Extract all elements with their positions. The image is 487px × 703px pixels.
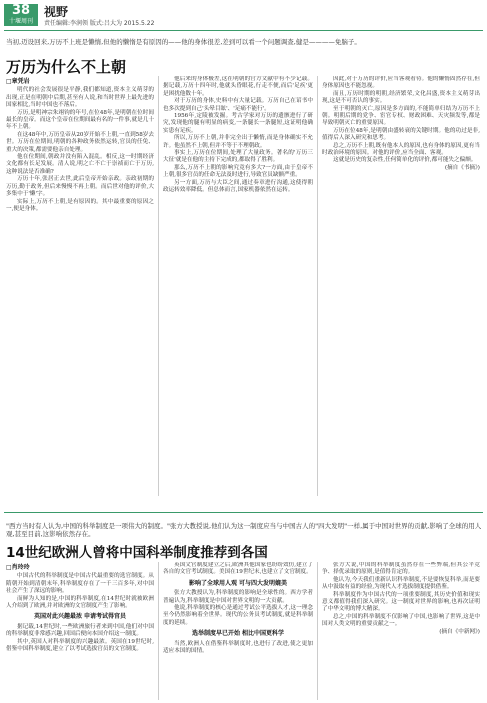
page-header xyxy=(0,0,487,30)
paragraph: 对于万历的身体,史料中有大量记载。万历自己在诏书中也多次提到自己'头晕目眩'、'足痛不能行'。 xyxy=(163,98,313,112)
subheading: 英国对此兴趣最浓 申请考试得官员 xyxy=(33,613,127,621)
paragraph: 总之,万历不上朝,既有他本人的原因,也有身体的原因,更有当时政治环境的原因。对他的评价,应当全面、客观。 xyxy=(322,142,480,157)
column-divider xyxy=(317,76,318,496)
header-rule xyxy=(4,30,483,31)
paragraph: 万历在位48年,是明朝由盛转衰的关键时期。他的功过是非,值得后人深入研究和思考。 xyxy=(322,127,480,142)
column-divider xyxy=(158,562,159,700)
page-number-badge xyxy=(4,4,38,26)
column-divider xyxy=(158,76,159,496)
paragraph: 至于明朝的灭亡,原因是多方面的,不能简单归结为万历不上朝。明朝后期的党争、宦官专权、财政困难、天灾频发等,都是导致明朝灭亡的重要原因。 xyxy=(322,105,480,127)
source-credit: (摘自《书摘》) xyxy=(444,164,480,171)
subheading: 选举制度早已开始 相比中国更科学 xyxy=(191,630,285,638)
byline: □肖玲玲 xyxy=(6,564,30,571)
paragraph: 他后来的身体极差,这在明朝的官方文献中有不少记载。据记载,万历十四年时,他就头昏眼花,行走不便,而后'足疾'更是困扰他数十年。 xyxy=(163,76,313,97)
paragraph: 张方大说,中国的科举制度虽然存在一些弊端,但其公平竞争、择优录取的原则,是值得肯定的。 xyxy=(322,562,480,576)
paragraph: 他认为,今天我们重新认识科举制度,不是要恢复科举,而是要从中汲取有益的经验,为现代人才选拔制度提供借鉴。 xyxy=(322,576,480,591)
source-credit: (摘自《中新网》) xyxy=(439,628,480,635)
paragraph: 总之,中国的科举制度不仅影响了中国,也影响了世界,这是中国对人类文明的重要贡献之一。 xyxy=(322,613,480,628)
column-divider xyxy=(317,562,318,700)
paragraph: 他在位期间,朝政并没有陷入混乱。相反,这一时期经济文化都有长足发展。清人说,明之亡不亡于崇祯而亡于万历,这种说法是否准确? xyxy=(6,154,154,175)
section-title: 视野 xyxy=(44,5,69,19)
article1-column-3 xyxy=(322,76,480,496)
paragraph: 因此,对于万历的评价,应当客观看待。他的懒惰固然存在,但身体原因也不能忽视。 xyxy=(322,76,480,90)
subheading: 影响了全球用人观 可与四大发明媲美 xyxy=(188,579,288,587)
paragraph: 另一方面,万历与大臣之间,通过奏章进行沟通,这使得朝政运转效率降低。但总体而言,国家机器依然在运转。 xyxy=(163,179,313,194)
brand-name: 十堰周刊 xyxy=(8,18,33,25)
editor-credits: 责任编辑:李润领 版式:吕大为 2015.5.22 xyxy=(44,20,155,27)
article2-lead: "西方当时有人认为,中国的科举制度是一项伟大的制度。"张方大教授说,他们认为这一制度应当与中国古人的"四大发明"一样,属于中国对世界的贡献,影响了全球的用人观,甚至目前,这影响依然存在。 xyxy=(6,522,482,538)
paragraph: 英国文官制度建立之后,欧洲其他国家也纷纷效仿,建立了各自的文官考试制度。美国在19世纪末,也建立了文官制度。 xyxy=(163,562,313,576)
paragraph: 明代的社会发展很是平静,我们都知道,资本主义萌芽的出现,正是在明朝中后期,甚至有人说,和当时世界上最先进的国家相比,当时中国也不落后。 xyxy=(6,87,154,109)
paragraph: 万历十年,张居正去世,此后皇帝开始亲政。亲政初期的万历,勤于政务,但后来慢慢不再上朝。而后世对他的评价,大多集中于'懒'字。 xyxy=(6,176,154,198)
paragraph: 所以,万历不上朝,并非完全出于懒惰,而是身体确实不允许。他虽然不上朝,但并不等于不理朝政。 xyxy=(163,135,313,149)
paragraph: 事实上,万历在位期间,处理了大量政务。著名的'万历三大征'就是在他的主持下完成的,都取得了胜利。 xyxy=(163,150,313,164)
paragraph: 科举制度作为中国古代的一项重要制度,其历史价值和现实意义都值得我们深入研究。这一制度对世界的影响,也再次证明了中华文明的博大精深。 xyxy=(322,591,480,613)
article2-column-1 xyxy=(6,562,154,700)
page-number: 38 xyxy=(11,3,31,18)
article2-column-3 xyxy=(322,562,480,700)
paragraph: 当然,欧洲人在借鉴科举制度时,也进行了改进,使之更加适应本国的国情。 xyxy=(163,640,313,655)
paragraph: 那么,万历不上朝的影响究竟有多大?一方面,由于皇帝不上朝,很多官员的任命无法及时进行,导致官员缺额严重。 xyxy=(163,164,313,179)
paragraph: 而鲜为人知的是,中国的科举制度,在14世纪时就被欧洲人介绍到了欧洲,并对欧洲的文官制度产生了影响。 xyxy=(6,595,154,610)
article1-lead: 当初,迈设回来,万历不上班是懒惰,但他的懒惰是有原因的——他的身体很差,差到可以看一个问题调查,健是————免脑子。 xyxy=(6,38,361,46)
paragraph: 他说,科举制度的核心是通过考试公平选拔人才,这一理念至今仍然影响着全世界。现代的公务员考试制度,就是科举制度的延续。 xyxy=(163,605,313,626)
paragraph: 中国古代的科举制度是中国古代最重要的选官制度。从隋朝开始到清朝末年,科举制度存在了一千三百多年,对中国社会产生了深远的影响。 xyxy=(6,573,154,595)
paragraph: 张方大教授认为,科举制度的影响是全球性的。西方学者普遍认为,科举制度是中国对世界文明的一大贡献。 xyxy=(163,590,313,604)
paragraph: 而且,万历时期的明朝,经济繁荣,文化昌盛,资本主义萌芽出现,这是不可否认的事实。 xyxy=(322,90,480,105)
paragraph: 其中,英国人对科举制度的兴趣最浓。英国在19世纪时,借鉴中国科举制度,建立了以考试选拔官员的文官制度。 xyxy=(6,638,154,653)
paragraph: 在这48年中,万历皇帝从20岁开始不上朝,一直到58岁去世。万历在位期间,明朝的各种政务依然运转,官员的任免、重大的决策,都需要他亲自处理。 xyxy=(6,131,154,153)
article1-column-2 xyxy=(163,76,313,496)
article1-title: 万历为什么不上朝 xyxy=(6,58,127,76)
paragraph: 万历,是明神宗朱翊钧的年号,在位48年,是明朝在位时间最长的皇帝。而这个皇帝在位期间最有名的一件事,就是几十年不上朝。 xyxy=(6,109,154,131)
article2-title: 14世纪欧洲人曾将中国科举制度推荐到各国 xyxy=(6,545,268,561)
byline: □章凭岩 xyxy=(6,78,30,85)
paragraph: 据记载,14世纪时,一些欧洲旅行者来到中国,他们对中国的科举制度非常感兴趣,回国后便向本国介绍这一制度。 xyxy=(6,623,154,638)
paragraph: 这就是历史的复杂性,任何简单化的评价,都可能失之偏颇。 xyxy=(333,157,477,164)
article2-column-2 xyxy=(163,562,313,700)
paragraph: 1956年,定陵被发掘。考古学家对万历的遗骸进行了研究,发现他的腿有明显的病变,一条腿长一条腿短,这证明他确实患有足疾。 xyxy=(163,113,313,134)
article1-column-1 xyxy=(6,76,154,496)
section-rule xyxy=(4,512,483,513)
paragraph: 实际上,万历不上朝,是有原因的。其中最重要的原因之一,便是身体。 xyxy=(6,198,154,212)
